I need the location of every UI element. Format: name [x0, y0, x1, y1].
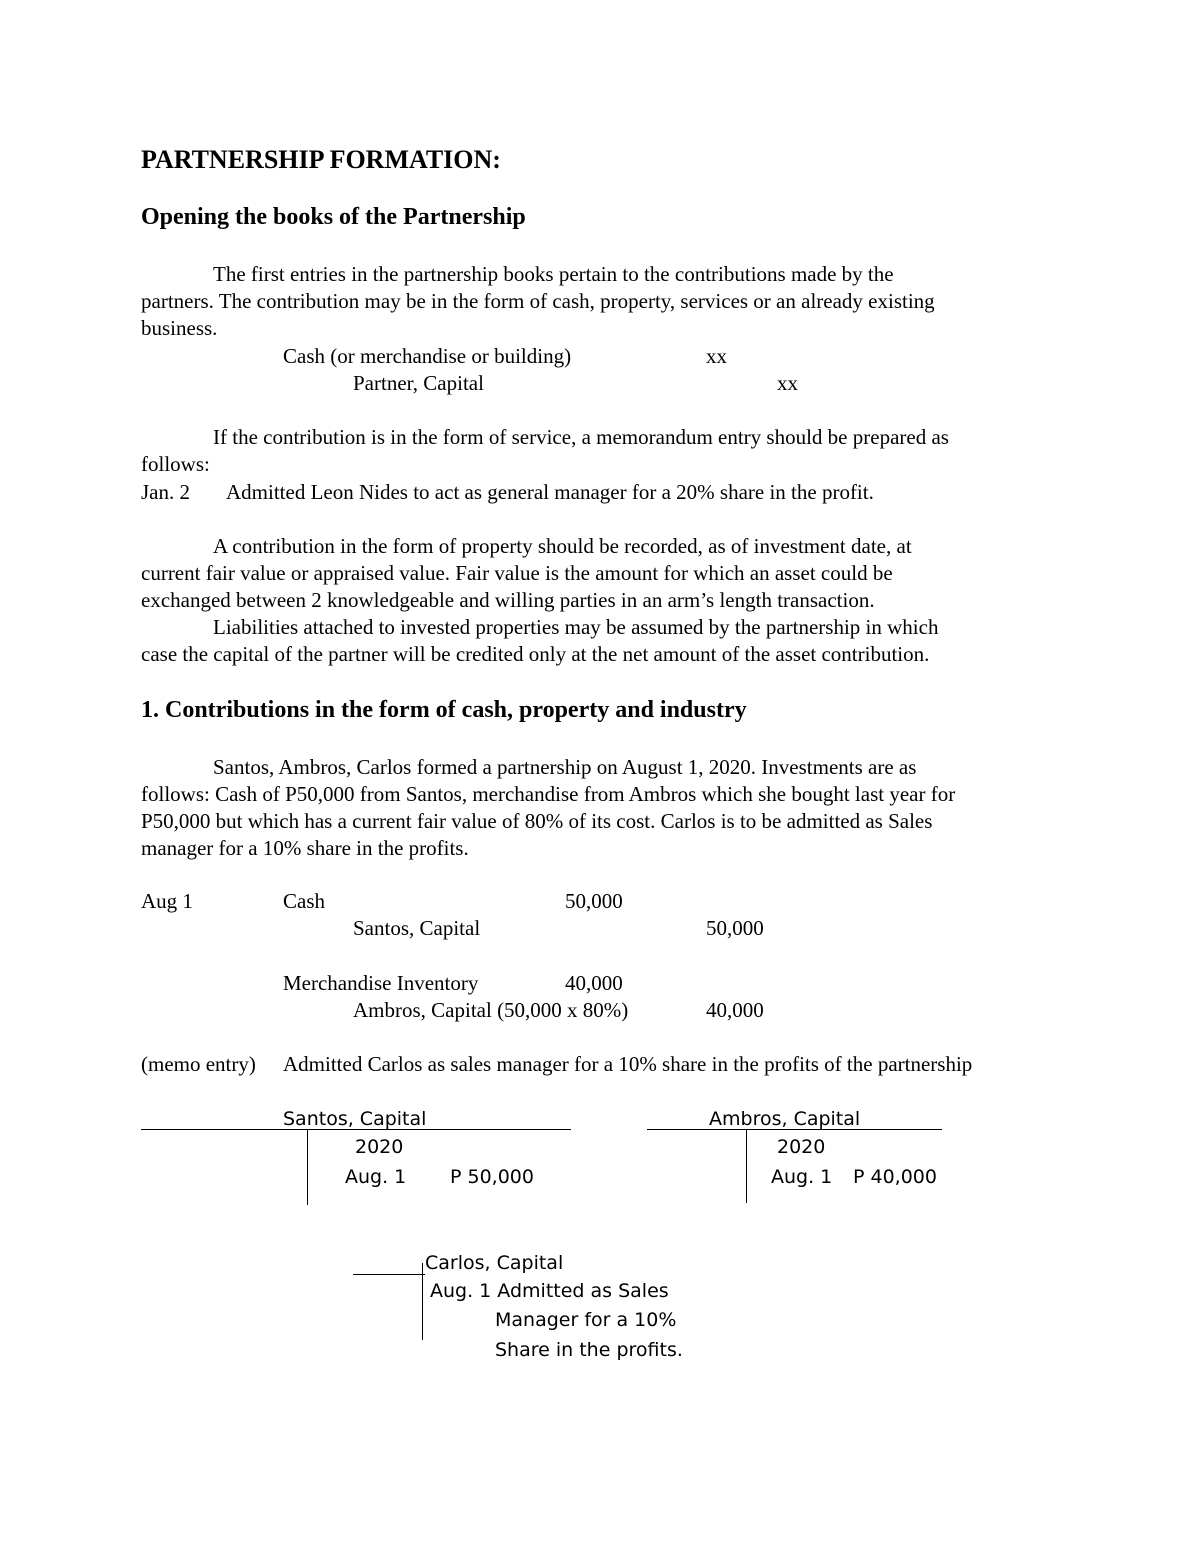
journal-debit-account: Merchandise Inventory [283, 971, 479, 995]
intro-line-2: partners. The contribution may be in the form of cash, property, services or an already existing [141, 289, 935, 313]
journal-debit-amount: 50,000 [565, 889, 623, 913]
section-1-line-3: P50,000 but which has a current fair value of 80% of its cost. Carlos is to be admitted as Sales [141, 809, 933, 833]
t-account-line-3: Share in the profits. [495, 1339, 683, 1361]
generic-credit-amount: xx [777, 371, 798, 395]
t-account-title: Carlos, Capital [425, 1252, 564, 1274]
journal-credit-account: Santos, Capital [353, 916, 481, 940]
section-heading: Opening the books of the Partnership [141, 204, 526, 230]
journal-credit-account: Ambros, Capital (50,000 x 80%) [353, 998, 629, 1022]
t-account-amount: P 40,000 [853, 1166, 937, 1188]
journal-credit-amount: 40,000 [706, 998, 764, 1022]
t-account-amount: P 50,000 [450, 1166, 534, 1188]
service-line-2: follows: [141, 452, 210, 476]
t-account-date: Aug. 1 [771, 1166, 833, 1188]
t-account-title: Santos, Capital [283, 1108, 427, 1130]
t-account-line-1: Aug. 1 Admitted as Sales [430, 1280, 669, 1302]
section-1-line-2: follows: Cash of P50,000 from Santos, merchandise from Ambros which she bought last year for [141, 782, 956, 806]
generic-debit-amount: xx [706, 344, 727, 368]
memo-date: Jan. 2 [141, 480, 190, 504]
t-account-year: 2020 [777, 1136, 826, 1158]
page-title: PARTNERSHIP FORMATION: [141, 145, 501, 174]
section-1-line-4: manager for a 10% share in the profits. [141, 836, 469, 860]
memo-entry-label: (memo entry) [141, 1052, 256, 1076]
t-account-title: Ambros, Capital [709, 1108, 861, 1130]
journal-date: Aug 1 [141, 889, 193, 913]
property-line-3: exchanged between 2 knowledgeable and willing parties in an arm’s length transaction. [141, 588, 875, 612]
t-account-line-2: Manager for a 10% [495, 1309, 677, 1331]
t-account-top-rule [141, 1129, 571, 1130]
section-1-heading: 1. Contributions in the form of cash, property and industry [141, 697, 747, 723]
journal-debit-amount: 40,000 [565, 971, 623, 995]
t-account-date: Aug. 1 [345, 1166, 407, 1188]
property-line-4: Liabilities attached to invested properties may be assumed by the partnership in which [213, 615, 939, 639]
property-line-5: case the capital of the partner will be credited only at the net amount of the asset contribution. [141, 642, 930, 666]
t-account-divider [422, 1263, 423, 1340]
journal-debit-account: Cash [283, 889, 325, 913]
service-line-1: If the contribution is in the form of service, a memorandum entry should be prepared as [213, 425, 949, 449]
memo-text: Admitted Leon Nides to act as general manager for a 20% share in the profit. [226, 480, 874, 504]
t-account-divider [746, 1129, 747, 1203]
memo-entry-text: Admitted Carlos as sales manager for a 10% share in the profits of the partnership [283, 1052, 973, 1076]
journal-credit-amount: 50,000 [706, 916, 764, 940]
t-account-divider [307, 1129, 308, 1205]
generic-debit-account: Cash (or merchandise or building) [283, 344, 572, 368]
t-account-top-rule [353, 1274, 425, 1275]
section-1-line-1: Santos, Ambros, Carlos formed a partnership on August 1, 2020. Investments are as [213, 755, 917, 779]
intro-line-3: business. [141, 316, 218, 340]
intro-line-1: The first entries in the partnership books pertain to the contributions made by the [213, 262, 894, 286]
t-account-top-rule [647, 1129, 942, 1130]
t-account-year: 2020 [355, 1136, 404, 1158]
generic-credit-account: Partner, Capital [353, 371, 484, 395]
property-line-1: A contribution in the form of property should be recorded, as of investment date, at [213, 534, 912, 558]
property-line-2: current fair value or appraised value. Fair value is the amount for which an asset could be [141, 561, 893, 585]
